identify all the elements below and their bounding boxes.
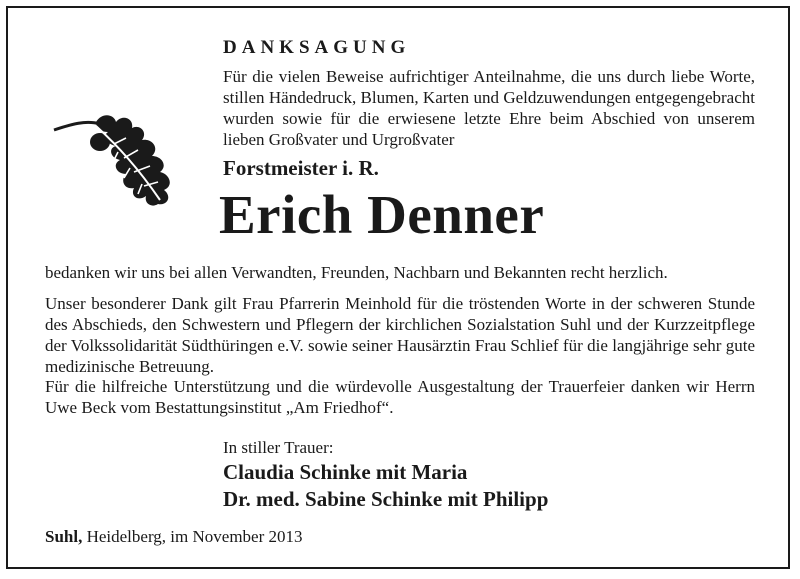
intro-text: Für die vielen Beweise aufrichtiger Anteilnahme, die uns durch liebe Worte, stillen Händedruck, Blumen, Karten und Geldzuwendungen entgegengebracht wurden sowie für die erwiesene letzte Ehre beim Abschied von unserem lieben Großvater und Urgroßvater (223, 67, 755, 149)
oak-leaf-icon (52, 108, 197, 208)
family-member-1: Claudia Schinke mit Maria (223, 460, 468, 484)
thanks-paragraph-3: Für die hilfreiche Unterstützung und die würdevolle Ausgestaltung der Trauerfeier danken wir Herrn Uwe Beck vom Bestattungsinstitut „Am Friedhof“. (45, 377, 755, 417)
place-date (45, 527, 303, 547)
thanks-paragraph-2: Unser besonderer Dank gilt Frau Pfarrerin Meinhold für die tröstenden Worte in der schweren Stunde des Abschieds, den Schwestern und Pflegern der kirchlichen Sozialstation Suhl und der Kurzzeitpflege der Volkssolidarität Südthüringen e.V. sowie seiner Hausärztin Frau Schlief für die langjährige sehr gute medizinische Betreuung. (45, 294, 755, 376)
family-member-2: Dr. med. Sabine Schinke mit Philipp (223, 487, 549, 511)
deceased-rank: Forstmeister i. R. (223, 156, 379, 180)
thanks-paragraph-1: bedanken wir uns bei allen Verwandten, Freunden, Nachbarn und Bekannten recht herzlich. (45, 263, 668, 282)
place-city: Suhl, (45, 527, 83, 546)
mourning-line: In stiller Trauer: (223, 438, 334, 457)
notice-title: DANKSAGUNG (223, 37, 411, 58)
deceased-name: Erich Denner (219, 184, 545, 245)
place-date-rest: Heidelberg, im November 2013 (82, 527, 303, 546)
